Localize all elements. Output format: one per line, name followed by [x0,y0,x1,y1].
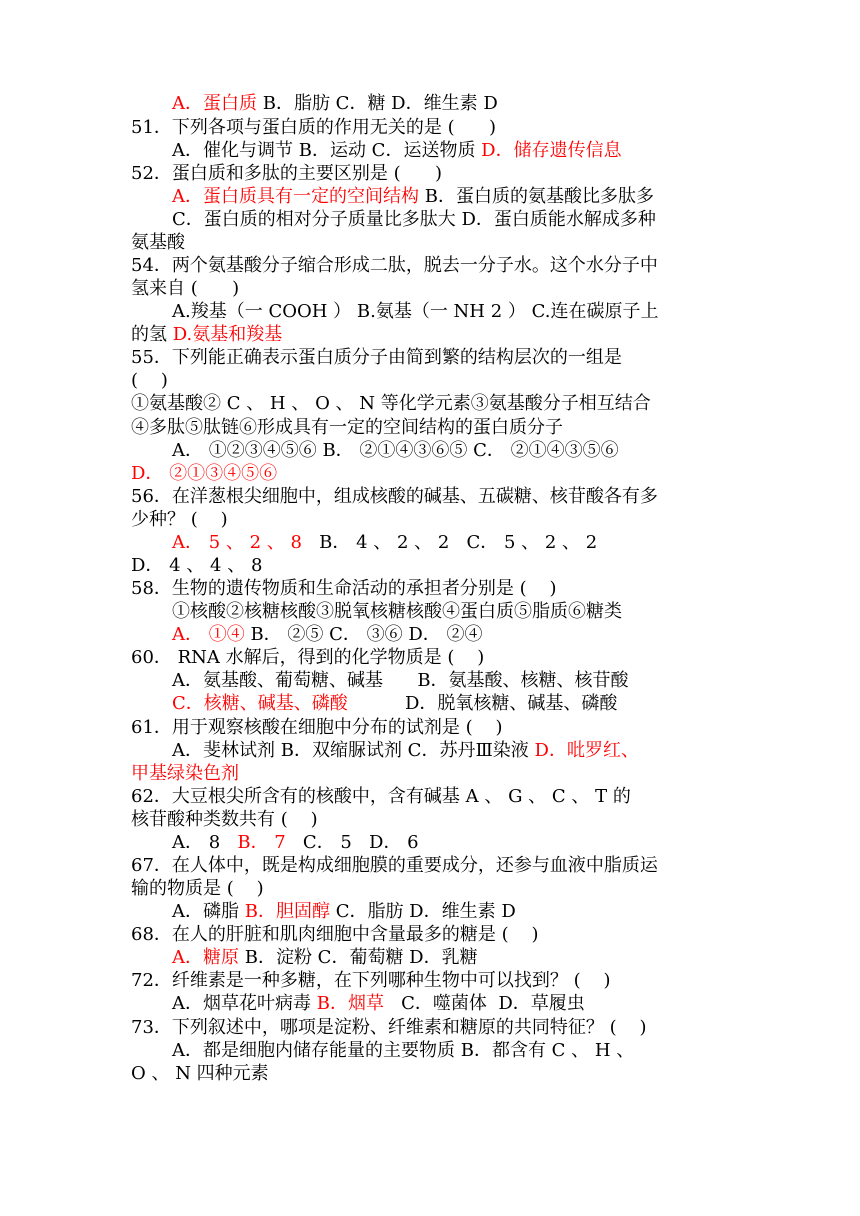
text-line [172,92,498,115]
question-text: 54．两个氨基酸分子缩合形成二肽，脱去一分子水。这个水分子中 [131,255,658,276]
answer-text: D.氨基和羧基 [172,324,283,345]
text-line [131,808,318,831]
question-text: B．脂肪 C．糖 D．维生素 D [257,93,498,114]
question-text: ( ) [131,370,168,391]
question-text: 67．在人体中，既是构成细胞膜的重要成分，还参与血液中脂质运 [131,855,658,876]
question-text: 60． RNA 水解后，得到的化学物质是 ( ) [131,647,485,668]
text-line [131,277,239,300]
text-line [172,208,656,231]
question-text: 61．用于观察核酸在细胞中分布的试剂是 ( ) [131,717,503,738]
question-text: 少种？ ( ) [131,509,228,530]
question-text: 核苷酸种类数共有 ( ) [131,809,318,830]
question-text: 56．在洋葱根尖细胞中，组成核酸的碱基、五碳糖、核苷酸各有多 [131,486,658,507]
answer-text: A． 5 、 2 、 8 [172,532,302,553]
answer-text: A．蛋白质 [172,93,257,114]
text-line [131,923,539,946]
text-line [172,1039,634,1062]
text-line [172,300,658,323]
question-text: B．蛋白质的氨基酸比多肽多 [419,186,654,207]
text-line [131,346,622,369]
answer-text: A．糖原 [172,947,239,968]
question-text: B． 4 、 2 、 2 C． 5 、 2 、 2 [301,532,598,553]
text-line [172,439,619,462]
question-text: A．催化与调节 B．运动 C．运送物质 [172,140,482,161]
answer-text: B．烟草 [316,993,384,1014]
question-text: A．磷脂 [172,901,245,922]
question-text: C．蛋白质的相对分子质量比多肽大 D．蛋白质能水解成多种 [172,209,656,230]
text-line [172,185,654,208]
text-line [131,1016,647,1039]
question-text: 氨基酸 [131,232,185,253]
question-text: A.羧基（一 COOH ） B.氨基（一 NH 2 ） C.连在碳原子上 [172,301,659,322]
question-text: 58．生物的遗传物质和生命活动的承担者分别是 ( ) [131,578,557,599]
text-line [172,831,419,854]
text-line [131,162,442,185]
question-text: 68．在人的肝脏和肌肉细胞中含量最多的糖是 ( ) [131,924,539,945]
text-line [172,992,585,1015]
text-line [172,900,516,923]
text-line [131,116,496,139]
question-text: ①氨基酸② C 、 H 、 O 、 N 等化学元素③氨基酸分子相互结合 [131,393,651,414]
answer-text: D．储存遗传信息 [481,140,622,161]
question-text: B．淀粉 C．葡萄糖 D．乳糖 [239,947,478,968]
text-line [172,139,622,162]
text-line [172,600,622,623]
text-line [131,785,631,808]
text-line [172,692,617,715]
answer-text: A．蛋白质具有一定的空间结构 [172,186,419,207]
question-text: A． ①②③④⑤⑥ B． ②①④③⑥⑤ C． ②①④③⑤⑥ [172,440,619,461]
question-text: C．噬菌体 D．草履虫 [383,993,585,1014]
question-text: C．脂肪 D．维生素 D [329,901,516,922]
answer-text: D．吡罗红、 [534,740,639,761]
text-line [131,462,277,485]
question-text: 51．下列各项与蛋白质的作用无关的是 ( ) [131,117,496,138]
question-text: D．脱氧核糖、碱基、磷酸 [347,693,618,714]
answer-text: B． 7 [237,832,286,853]
answer-text: B．胆固醇 [244,901,330,922]
question-text: 72．纤维素是一种多糖，在下列哪种生物中可以找到？ ( ) [131,970,611,991]
question-text: A．氨基酸、葡萄糖、碱基 B．氨基酸、核糖、核苷酸 [172,670,629,691]
question-text: A．都是细胞内储存能量的主要物质 B．都含有 C 、 H 、 [172,1040,635,1061]
text-line [131,554,262,577]
answer-text: 甲基绿染色剂 [131,763,239,784]
question-text: 输的物质是 ( ) [131,878,264,899]
question-text: B． ②⑤ C． ③⑥ D． ②④ [244,624,483,645]
text-line [131,1062,269,1085]
question-text: 62．大豆根尖所含有的核酸中，含有碱基 A 、 G 、 C 、 T 的 [131,786,631,807]
question-text: 氢来自 ( ) [131,278,240,299]
text-line [131,508,228,531]
text-line [131,254,658,277]
text-line [131,854,658,877]
question-text: C． 5 D． 6 [285,832,419,853]
question-text: A．斐林试剂 B．双缩脲试剂 C．苏丹Ⅲ染液 [172,740,535,761]
answer-text: A． ①④ [172,624,245,645]
text-line [131,485,658,508]
text-line [172,623,483,646]
text-line [131,969,611,992]
question-text: 55．下列能正确表示蛋白质分子由简到繁的结构层次的一组是 [131,347,622,368]
question-text: 73．下列叙述中，哪项是淀粉、纤维素和糖原的共同特征？ ( ) [131,1017,647,1038]
text-line [131,877,264,900]
question-text: 的氢 [131,324,173,345]
question-text: ①核酸②核糖核酸③脱氧核糖核酸④蛋白质⑤脂质⑥糖类 [172,601,622,622]
text-line [172,946,478,969]
text-line [172,669,629,692]
text-line [131,416,563,439]
text-line [172,531,597,554]
text-line [131,762,239,785]
text-line [172,739,639,762]
text-line [131,716,503,739]
question-text: A． 8 [172,832,238,853]
answer-text: C．核糖、碱基、磷酸 [172,693,348,714]
text-line [131,231,185,254]
question-text: O 、 N 四种元素 [131,1063,269,1084]
text-line [131,323,282,346]
text-line [131,369,168,392]
text-line [131,392,651,415]
question-text: ④多肽⑤肽链⑥形成具有一定的空间结构的蛋白质分子 [131,417,563,438]
question-text: 52．蛋白质和多肽的主要区别是 ( ) [131,163,442,184]
question-text: D． 4 、 4 、 8 [131,555,263,576]
answer-text: D． ②①③④⑤⑥ [131,463,278,484]
text-line [131,646,484,669]
question-text: A．烟草花叶病毒 [172,993,317,1014]
text-line [131,577,557,600]
